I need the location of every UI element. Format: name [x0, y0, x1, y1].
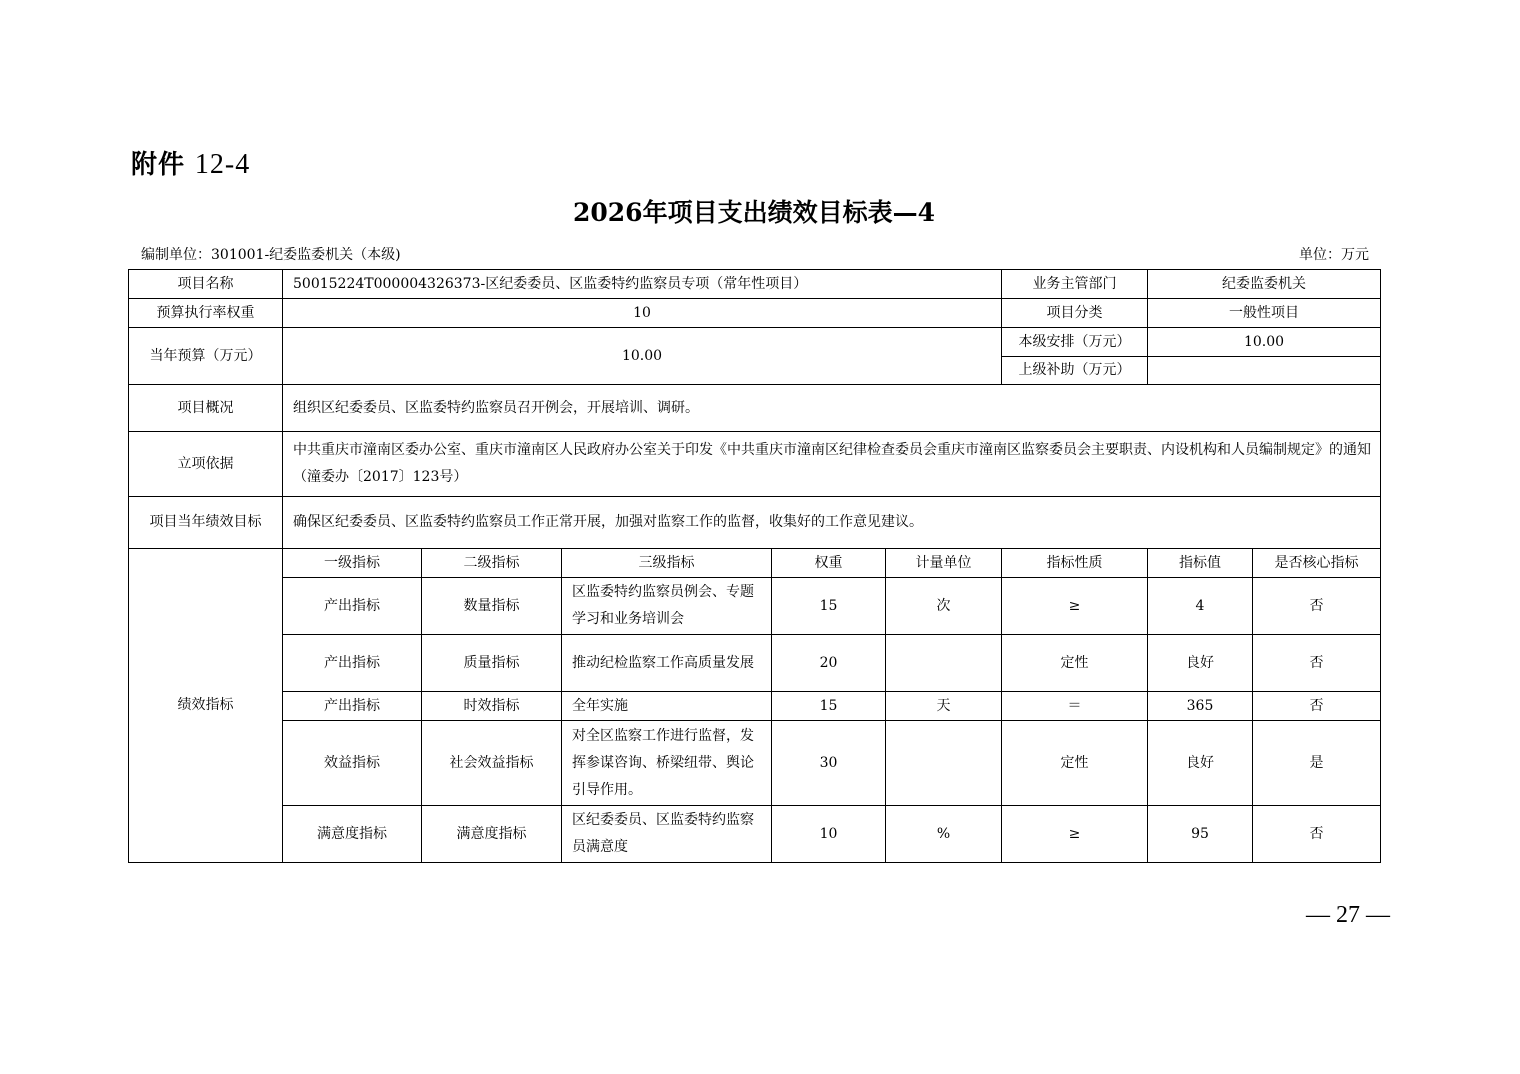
level1-cell: 产出指标 — [283, 692, 422, 721]
local-funding-label: 本级安排（万元） — [1002, 328, 1148, 357]
project-name-label: 项目名称 — [129, 270, 283, 299]
header-weight: 权重 — [772, 549, 886, 578]
indicator-row — [129, 635, 1381, 692]
attachment-word: 附件 — [131, 150, 186, 180]
goal-label: 项目当年绩效目标 — [129, 497, 283, 549]
attachment-label — [131, 146, 250, 183]
core-cell: 否 — [1253, 806, 1381, 863]
weight-row — [129, 299, 1381, 328]
weight-cell: 10 — [772, 806, 886, 863]
project-name-value: 50015224T000004326373-区纪委委员、区监委特约监察员专项（常年性项目） — [283, 270, 1002, 299]
category-label: 项目分类 — [1002, 299, 1148, 328]
level3-cell: 对全区监察工作进行监督，发挥参谋咨询、桥梁纽带、舆论引导作用。 — [562, 721, 772, 806]
indicator-row — [129, 721, 1381, 806]
value-cell: 4 — [1148, 578, 1253, 635]
level1-cell: 产出指标 — [283, 578, 422, 635]
compiling-unit: 编制单位：301001-纪委监委机关（本级) — [141, 247, 401, 263]
header-value: 指标值 — [1148, 549, 1253, 578]
header-level3: 三级指标 — [562, 549, 772, 578]
core-cell: 否 — [1253, 578, 1381, 635]
weight-cell: 20 — [772, 635, 886, 692]
project-name-row — [129, 270, 1381, 299]
weight-cell: 30 — [772, 721, 886, 806]
level3-cell: 全年实施 — [562, 692, 772, 721]
indicator-section-label: 绩效指标 — [129, 549, 283, 863]
level1-cell: 效益指标 — [283, 721, 422, 806]
unit-cell — [886, 635, 1002, 692]
level2-cell: 数量指标 — [422, 578, 562, 635]
header-nature: 指标性质 — [1002, 549, 1148, 578]
unit-cell: % — [886, 806, 1002, 863]
nature-cell: 定性 — [1002, 635, 1148, 692]
dept-label: 业务主管部门 — [1002, 270, 1148, 299]
level3-cell: 推动纪检监察工作高质量发展 — [562, 635, 772, 692]
budget-value: 10.00 — [283, 328, 1002, 385]
unit-cell — [886, 721, 1002, 806]
basis-value: 中共重庆市潼南区委办公室、重庆市潼南区人民政府办公室关于印发《中共重庆市潼南区纪律检查委员会重庆市潼南区监察委员会主要职责、内设机构和人员编制规定》的通知（潼委办〔2017〕123号） — [283, 432, 1381, 497]
goal-row — [129, 497, 1381, 549]
indicator-row — [129, 578, 1381, 635]
currency-unit: 单位：万元 — [1299, 247, 1369, 263]
indicator-row — [129, 806, 1381, 863]
core-cell: 是 — [1253, 721, 1381, 806]
level3-cell: 区监委特约监察员例会、专题学习和业务培训会 — [562, 578, 772, 635]
header-core: 是否核心指标 — [1253, 549, 1381, 578]
weight-cell: 15 — [772, 692, 886, 721]
level3-cell: 区纪委委员、区监委特约监察员满意度 — [562, 806, 772, 863]
core-cell: 否 — [1253, 692, 1381, 721]
budget-row — [129, 328, 1381, 357]
unit-cell: 次 — [886, 578, 1002, 635]
value-cell: 良好 — [1148, 721, 1253, 806]
level2-cell: 质量指标 — [422, 635, 562, 692]
value-cell: 95 — [1148, 806, 1253, 863]
value-cell: 365 — [1148, 692, 1253, 721]
dept-value: 纪委监委机关 — [1148, 270, 1381, 299]
overview-label: 项目概况 — [129, 385, 283, 432]
category-value: 一般性项目 — [1148, 299, 1381, 328]
subsidy-label: 上级补助（万元） — [1002, 357, 1148, 385]
page-number: — 27 — — [1306, 902, 1390, 928]
nature-cell: 定性 — [1002, 721, 1148, 806]
header-level1: 一级指标 — [283, 549, 422, 578]
weight-value: 10 — [283, 299, 1002, 328]
document-title: 2026年项目支出绩效目标表—4 — [573, 198, 935, 227]
level2-cell: 时效指标 — [422, 692, 562, 721]
value-cell: 良好 — [1148, 635, 1253, 692]
level1-cell: 满意度指标 — [283, 806, 422, 863]
subsidy-value — [1148, 357, 1381, 385]
core-cell: 否 — [1253, 635, 1381, 692]
nature-cell: ＝ — [1002, 692, 1148, 721]
goal-value: 确保区纪委委员、区监委特约监察员工作正常开展，加强对监察工作的监督，收集好的工作意见建议。 — [283, 497, 1381, 549]
basis-label: 立项依据 — [129, 432, 283, 497]
level2-cell: 满意度指标 — [422, 806, 562, 863]
local-funding-value: 10.00 — [1148, 328, 1381, 357]
unit-cell: 天 — [886, 692, 1002, 721]
indicator-row — [129, 692, 1381, 721]
weight-cell: 15 — [772, 578, 886, 635]
indicator-header-row — [129, 549, 1381, 578]
overview-row — [129, 385, 1381, 432]
weight-label: 预算执行率权重 — [129, 299, 283, 328]
level2-cell: 社会效益指标 — [422, 721, 562, 806]
budget-label: 当年预算（万元） — [129, 328, 283, 385]
performance-target-table — [128, 269, 1381, 863]
header-unit: 计量单位 — [886, 549, 1002, 578]
nature-cell: ≥ — [1002, 578, 1148, 635]
overview-value: 组织区纪委委员、区监委特约监察员召开例会，开展培训、调研。 — [283, 385, 1381, 432]
nature-cell: ≥ — [1002, 806, 1148, 863]
attachment-number: 12-4 — [194, 149, 251, 180]
level1-cell: 产出指标 — [283, 635, 422, 692]
basis-row — [129, 432, 1381, 497]
header-level2: 二级指标 — [422, 549, 562, 578]
